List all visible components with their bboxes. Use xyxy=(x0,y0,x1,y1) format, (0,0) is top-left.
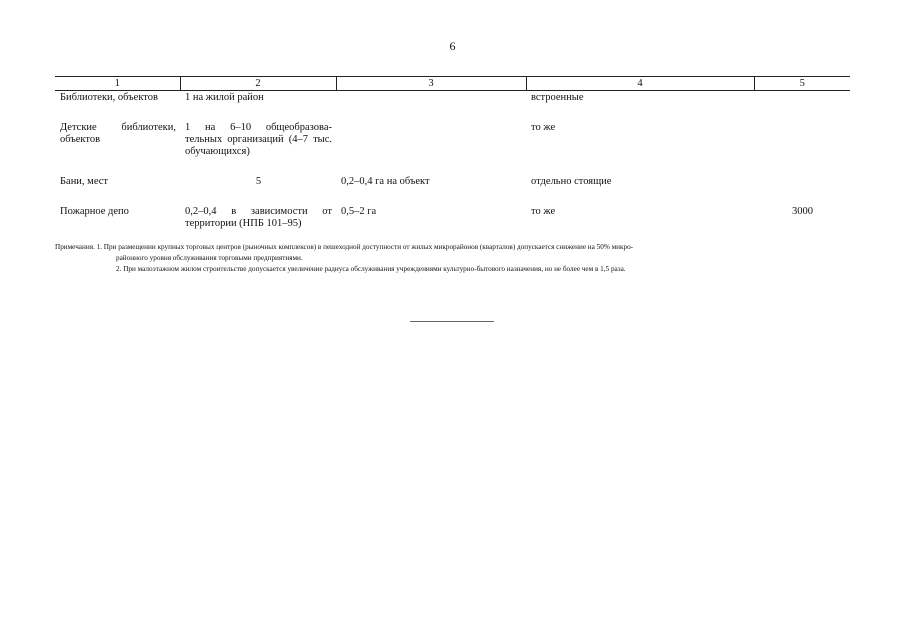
land-area-cell xyxy=(336,104,526,158)
capacity-norm-cell: 1 на 6–10 общеобразова-тельных организаций (4–7 тыс. обучающихся) xyxy=(185,122,332,157)
placement-type-cell: встроенные xyxy=(531,92,584,103)
page-number: 6 xyxy=(449,39,456,53)
note-1-line-2: районного уровня обслуживания торговыми предприятиями. xyxy=(116,254,303,262)
table-row xyxy=(55,91,850,105)
column-header: 1 xyxy=(55,77,180,91)
service-radius-cell: 3000 xyxy=(792,206,813,217)
service-radius-cell xyxy=(754,158,850,188)
placement-type-cell: то же xyxy=(531,206,556,217)
norms-table xyxy=(55,76,850,230)
table-header-row xyxy=(55,77,850,91)
placement-type-cell: то же xyxy=(531,122,556,133)
table-notes xyxy=(55,242,850,275)
column-header: 5 xyxy=(754,77,850,91)
land-area-cell: 0,5–2 га xyxy=(341,206,377,217)
end-divider xyxy=(410,321,494,322)
table-row xyxy=(55,188,850,230)
capacity-norm-cell: 1 на жилой район xyxy=(185,92,264,103)
capacity-norm-cell: 0,2–0,4 в зависимости от территории (НПБ 101–95) xyxy=(185,206,332,229)
land-area-cell xyxy=(336,91,526,105)
facility-name-cell: Бани, мест xyxy=(60,176,108,187)
norms-table-container xyxy=(55,76,850,230)
facility-name-cell: Библиотеки, объектов xyxy=(60,92,158,103)
table-row xyxy=(55,104,850,158)
note-2: 2. При малоэтажном жилом строительстве допускается увеличение радиуса обслуживания учреждениями культурно-бытового назначения, но не более чем в 1,5 раза. xyxy=(116,265,626,273)
column-header: 3 xyxy=(336,77,526,91)
land-area-cell: 0,2–0,4 га на объект xyxy=(341,176,430,187)
facility-name-cell: Пожарное депо xyxy=(60,206,129,217)
service-radius-cell xyxy=(754,104,850,158)
note-1-line-1: Примечания. 1. При размещении крупных торговых центров (рыночных комплексов) в пешеходной доступности от жилых микрорайонов (кварталов) допускается снижение на 50% микро- xyxy=(55,243,634,251)
service-radius-cell xyxy=(754,91,850,105)
column-header: 4 xyxy=(526,77,754,91)
placement-type-cell: отдельно стоящие xyxy=(531,176,612,187)
table-row xyxy=(55,158,850,188)
facility-name-cell: Детские библиотеки, объектов xyxy=(60,122,176,145)
column-header: 2 xyxy=(180,77,336,91)
capacity-norm-cell: 5 xyxy=(255,176,262,187)
